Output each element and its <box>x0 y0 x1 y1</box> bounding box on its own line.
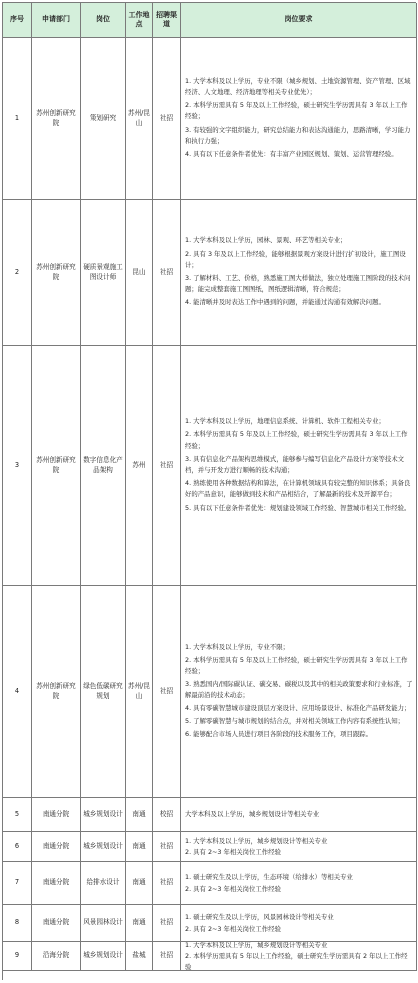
requirement-item: 1. 大学本科及以上学历，地理信息系统、计算机、软件工程相关专业； <box>185 417 385 426</box>
requirement-item: 4. 具有以下任意条件者优先：有丰富产业园区规划、策划、运营管理经验。 <box>185 150 398 158</box>
header-requirements: 岗位要求 <box>181 3 417 38</box>
requirement-item: 3. 了解材料、工艺、价格，熟悉施工图大样做法，独立处理施工图阶段的技术问题；能完成整套施工图图纸，图纸逻辑清晰，符合规范； <box>185 274 411 294</box>
requirement-item: 1. 大学本科及以上学历，专业不限（城乡规划、土地资源管理、资产管理、区域经济、人文地理、经济地理等相关专业优先）； <box>185 76 411 96</box>
requirement-item: 6. 能够配合市场人员进行项目各阶段的技术服务工作，项目跟踪。 <box>185 730 373 739</box>
requirement-item: 2. 本科学历需具有 5 年以上工作经验，硕士研究生学历需具有 2 年以上工作经验 <box>185 952 408 971</box>
header-dept: 申请部门 <box>32 3 81 38</box>
row-seq: 3 <box>3 346 32 586</box>
row-seq: 7 <box>3 862 32 905</box>
requirement-item: 5. 了解零碳智慧与城市规划的结合点，并对相关领域工作内容有系统性认知； <box>185 717 405 726</box>
header-position: 岗位 <box>81 3 126 38</box>
row-requirements <box>181 905 417 942</box>
requirement-item: 1. 硕士研究生及以上学历，风景园林设计等相关专业 <box>185 913 334 922</box>
row-channel: 社招 <box>153 38 181 200</box>
requirement-item: 2. 具有 2~3 年相关岗位工作经验 <box>185 924 281 933</box>
row-seq: 4 <box>3 586 32 798</box>
requirement-item: 1. 硕士研究生及以上学历，生态环境（给排水）等相关专业 <box>185 873 353 882</box>
row-requirements <box>181 798 417 832</box>
row-requirements <box>181 832 417 862</box>
row-dept: 南通分院 <box>32 905 81 942</box>
header-seq: 序号 <box>3 3 32 38</box>
row-seq: 8 <box>3 905 32 942</box>
row-location: 南通 <box>126 862 153 905</box>
requirement-item: 2. 具有 2~3 年相关岗位工作经验 <box>185 848 281 856</box>
row-position: 绿色低碳研究规划 <box>81 586 126 798</box>
row-position: 风景园林设计 <box>81 905 126 942</box>
row-position: 硬质景观施工图设计师 <box>81 200 126 346</box>
requirement-item: 2. 本科学历需具有 5 年及以上工作经验，硕士研究生学历需具有 3 年以上工作经验； <box>185 655 408 675</box>
requirement-item: 3. 熟悉国内/国际碳认证、碳交易、碳税以及其中的相关政策要求和行业标准，了解最前沿的技术动态； <box>185 679 413 699</box>
row-position: 数字信息化产品架构 <box>81 346 126 586</box>
row-location: 昆山 <box>126 200 153 346</box>
requirement-item: 2. 具有 2~3 年相关岗位工作经验 <box>185 884 281 893</box>
row-seq: 6 <box>3 832 32 862</box>
row-requirements <box>181 200 417 346</box>
requirement-item: 4. 具有零碳智慧城市建设顶层方案设计、应用场景设计、标准化产品研发能力； <box>185 704 411 713</box>
requirement-item: 1. 大学本科及以上学历，城乡规划设计等相关专业 <box>185 942 328 950</box>
row-location: 南通 <box>126 905 153 942</box>
row-seq: 2 <box>3 200 32 346</box>
row-location: 南通 <box>126 832 153 862</box>
requirement-item: 大学本科及以上学历，城乡规划设计等相关专业 <box>185 810 320 819</box>
requirement-item: 3. 具有信息化产品架构思维模式，能够参与编写信息化产品设计方案等技术文档，并与开发方进行顺畅的技术沟通； <box>185 454 405 474</box>
row-position: 城乡规划设计 <box>81 942 126 971</box>
row-channel: 社招 <box>153 200 181 346</box>
row-position: 城乡规划设计 <box>81 798 126 832</box>
row-channel: 社招 <box>153 862 181 905</box>
row-requirements <box>181 942 417 971</box>
row-dept: 苏州创新研究院 <box>32 200 81 346</box>
row-dept: 沿海分院 <box>32 942 81 971</box>
row-position: 给排水设计 <box>81 862 126 905</box>
row-channel: 社招 <box>153 905 181 942</box>
row-dept: 苏州创新研究院 <box>32 586 81 798</box>
requirement-item: 1. 大学本科及以上学历，园林、景观、环艺等相关专业； <box>185 236 347 245</box>
row-seq: 5 <box>3 798 32 832</box>
row-dept: 南通分院 <box>32 798 81 832</box>
row-dept: 苏州创新研究院 <box>32 38 81 200</box>
row-location: 南通 <box>126 798 153 832</box>
requirement-item: 4. 熟练使用各种数据结构和算法，在计算机领域具有较完整的知识体系；具备良好的产品意识，能够做到技术和产品相结合，了解最新的技术及开源平台； <box>185 479 411 499</box>
requirement-item: 1. 大学本科及以上学历，城乡规划设计等相关专业 <box>185 836 328 845</box>
requirement-item: 3. 有较强的文字组织能力，研究总结能力和表达沟通能力，思路清晰，学习能力和执行力强； <box>185 125 411 145</box>
row-dept: 苏州创新研究院 <box>32 346 81 586</box>
requirement-item: 2. 本科学历需具有 5 年及以上工作经验，硕士研究生学历需具有 3 年以上工作经验； <box>185 101 408 121</box>
row-channel: 社招 <box>153 942 181 971</box>
row-location: 苏州/昆山 <box>126 38 153 200</box>
requirement-item: 4. 能清晰并及时表达工作中遇到的问题，并能通过沟通有效解决问题。 <box>185 298 385 307</box>
row-dept: 南通分院 <box>32 832 81 862</box>
row-location: 苏州 <box>126 346 153 586</box>
row-location: 苏州/昆山 <box>126 586 153 798</box>
row-requirements <box>181 586 417 798</box>
row-location: 盐城 <box>126 942 153 971</box>
requirement-item: 2. 具有 3 年及以上工作经验，能够根据景观方案设计进行扩初设计，施工图设计； <box>185 249 406 269</box>
recruitment-table <box>2 2 416 980</box>
requirement-item: 2. 本科学历需具有 5 年及以上工作经验，硕士研究生学历需具有 3 年以上工作经验； <box>185 430 408 450</box>
row-position: 城乡规划设计 <box>81 832 126 862</box>
header-location: 工作地点 <box>126 3 153 38</box>
row-channel: 社招 <box>153 832 181 862</box>
row-channel: 社招 <box>153 586 181 798</box>
row-requirements <box>181 346 417 586</box>
row-seq: 1 <box>3 38 32 200</box>
requirement-item: 5. 具有以下任意条件者优先：规划建设领域工作经验、智慧城市相关工作经验。 <box>185 503 411 512</box>
header-channel: 招聘渠道 <box>153 3 181 38</box>
row-position: 策划研究 <box>81 38 126 200</box>
row-requirements <box>181 38 417 200</box>
row-seq: 9 <box>3 942 32 971</box>
requirement-item: 1. 大学本科及以上学历，专业不限； <box>185 642 289 651</box>
row-dept: 南通分院 <box>32 862 81 905</box>
row-channel: 校招 <box>153 798 181 832</box>
row-requirements <box>181 862 417 905</box>
row-channel: 社招 <box>153 346 181 586</box>
